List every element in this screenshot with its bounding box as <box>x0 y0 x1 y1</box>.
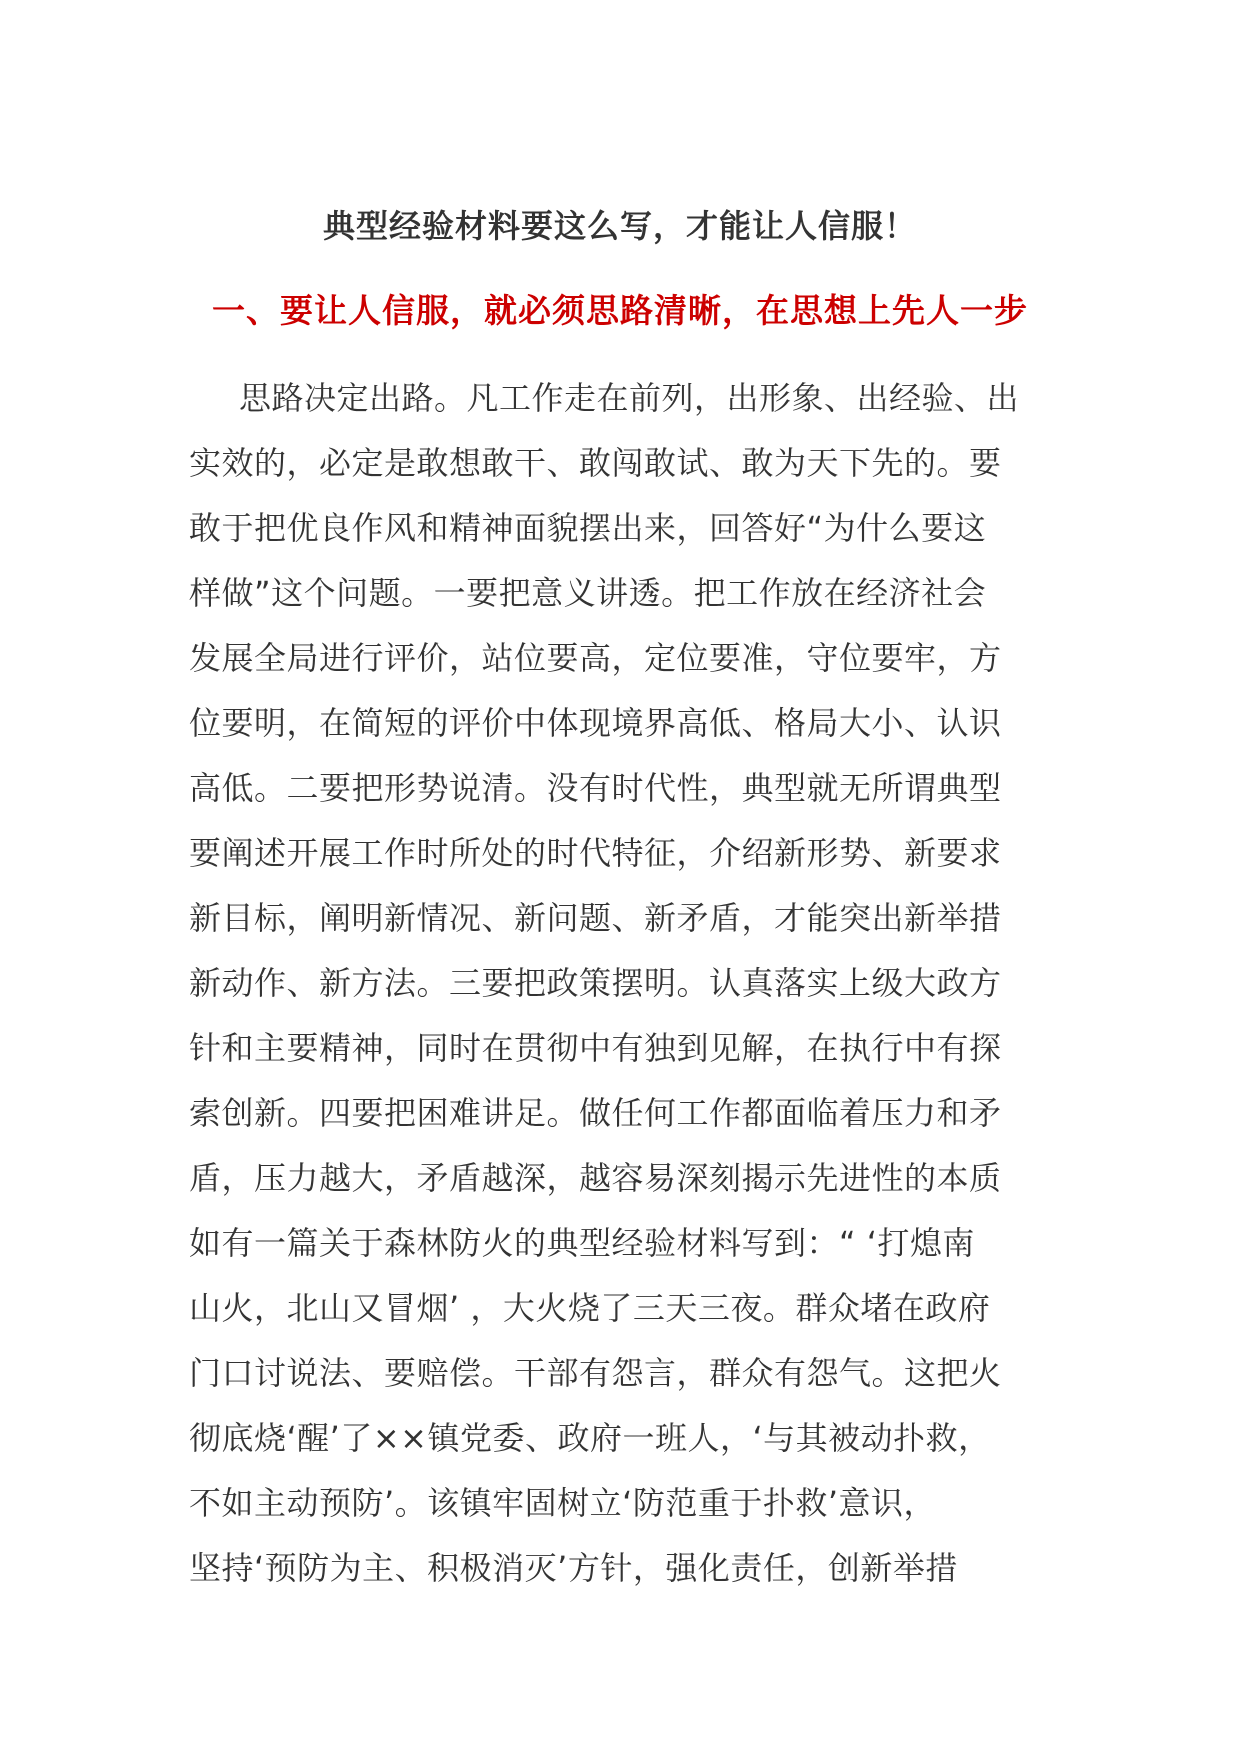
body-text <box>189 366 1089 1601</box>
body-line: 针和主要精神，同时在贯彻中有独到见解，在执行中有探 <box>189 1029 1002 1067</box>
body-line: 思路决定出路。凡工作走在前列，出形象、出经验、出 <box>239 379 1020 417</box>
body-line: 新动作、新方法。三要把政策摆明。认真落实上级大政方 <box>189 964 1002 1002</box>
body-line: 要阐述开展工作时所处的时代特征，介绍新形势、新要求 <box>189 834 1002 872</box>
body-line: 盾，压力越大，矛盾越深，越容易深刻揭示先进性的本质 <box>189 1159 1002 1197</box>
body-line: 索创新。四要把困难讲足。做任何工作都面临着压力和矛 <box>189 1094 1002 1132</box>
document-title: 典型经验材料要这么写，才能让人信服！ <box>322 207 917 245</box>
body-line: 如有一篇关于森林防火的典型经验材料写到：“ ‘打熄南 <box>189 1224 975 1262</box>
body-line: 敢于把优良作风和精神面貌摆出来，回答好“为什么要这 <box>189 509 987 547</box>
body-line: 不如主动预防’。该镇牢固树立‘防范重于扑救’意识， <box>189 1484 937 1522</box>
body-line: 山火，北山又冒烟’ ，大火烧了三天三夜。群众堵在政府 <box>189 1289 991 1327</box>
section-heading: 一、要让人信服，就必须思路清晰，在思想上先人一步 <box>212 291 1028 330</box>
body-line: 样做”这个问题。一要把意义讲透。把工作放在经济社会 <box>189 574 987 612</box>
body-line: 位要明，在简短的评价中体现境界高低、格局大小、认识 <box>189 704 1002 742</box>
body-line: 新目标，阐明新情况、新问题、新矛盾，才能突出新举措 <box>189 899 1002 937</box>
body-line: 高低。二要把形势说清。没有时代性，典型就无所谓典型 <box>189 769 1002 807</box>
body-line: 发展全局进行评价，站位要高，定位要准，守位要牢，方 <box>189 639 1002 677</box>
body-line: 门口讨说法、要赔偿。干部有怨言，群众有怨气。这把火 <box>189 1354 1002 1392</box>
body-line: 坚持‘预防为主、积极消灭’方针，强化责任，创新举措 <box>189 1549 958 1587</box>
body-line: 实效的，必定是敢想敢干、敢闯敢试、敢为天下先的。要 <box>189 444 1002 482</box>
body-line: 彻底烧‘醒’了××镇党委、政府一班人，‘与其被动扑救， <box>189 1419 991 1457</box>
